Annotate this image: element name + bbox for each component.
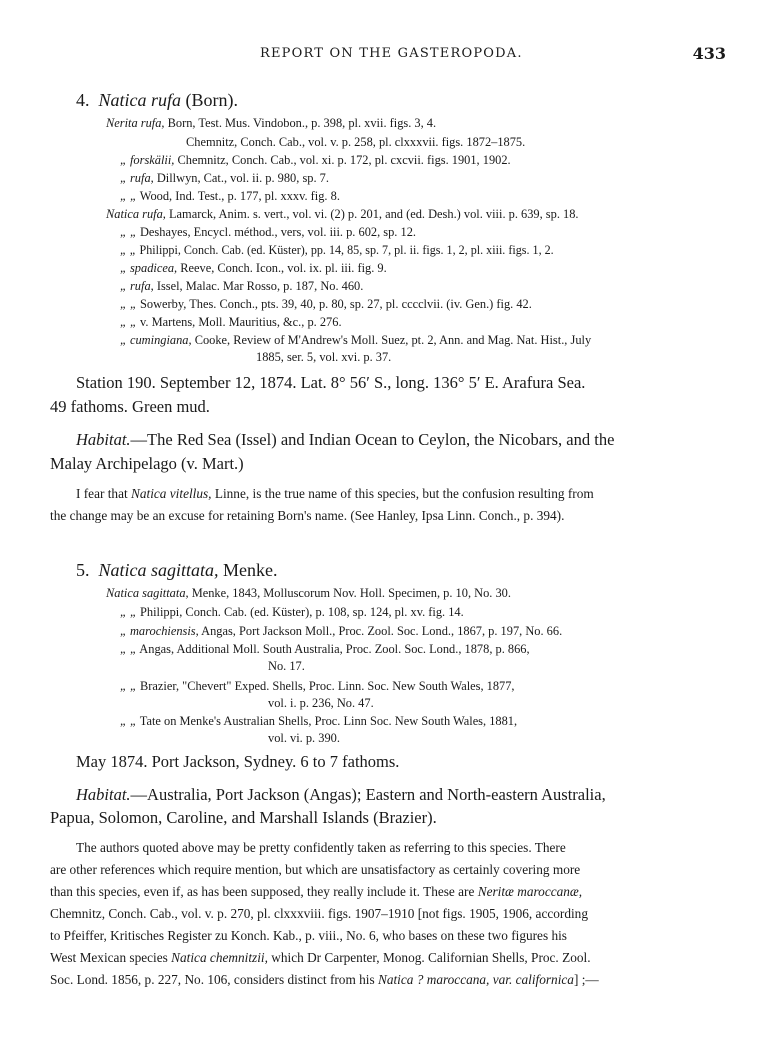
synonym-line: „ forskälii, Chemnitz, Conch. Cab., vol. xi. p. 172, pl. cxcvii. figs. 1901, 1902. <box>120 153 511 167</box>
synonym-line: 1885, ser. 5, vol. xvi. p. 37. <box>256 350 392 364</box>
synonym-line: No. 17. <box>268 659 305 673</box>
paragraph-line: than this species, even if, as has been supposed, they really include it. These are Neritæ maroccanæ, <box>50 884 583 899</box>
synonym-line: „ „ Wood, Ind. Test., p. 177, pl. xxxv. fig. 8. <box>120 189 340 203</box>
paragraph-line: Chemnitz, Conch. Cab., vol. v. p. 270, pl. clxxxviii. figs. 1907–1910 [not figs. 1905, 1906, according <box>50 906 588 921</box>
habitat-line: Habitat.—Australia, Port Jackson (Angas); Eastern and North-eastern Australia, <box>76 785 606 804</box>
synonym-line: „ „ Tate on Menke's Australian Shells, Proc. Linn Soc. New South Wales, 1881, <box>120 714 518 728</box>
synonym-line: Nerita rufa, Born, Test. Mus. Vindobon., p. 398, pl. xvii. figs. 3, 4. <box>106 116 437 130</box>
synonym-line: „ spadicea, Reeve, Conch. Icon., vol. ix. pl. iii. fig. 9. <box>120 261 387 275</box>
synonym-line: vol. i. p. 236, No. 47. <box>268 696 374 710</box>
station-line: May 1874. Port Jackson, Sydney. 6 to 7 fathoms. <box>76 752 400 771</box>
synonym-line: Natica sagittata, Menke, 1843, Molluscorum Nov. Holl. Specimen, p. 10, No. 30. <box>106 586 511 600</box>
habitat-line: Habitat.—The Red Sea (Issel) and Indian Ocean to Ceylon, the Nicobars, and the <box>76 430 615 449</box>
station-line: 49 fathoms. Green mud. <box>50 397 210 416</box>
synonym-line: vol. vi. p. 390. <box>268 731 340 745</box>
synonym-line: „ „ Deshayes, Encycl. méthod., vers, vol. iii. p. 602, sp. 12. <box>120 225 416 239</box>
species-heading-4: 4. Natica rufa (Born). <box>76 90 239 110</box>
synonym-line: „ „ Brazier, "Chevert" Exped. Shells, Proc. Linn. Soc. New South Wales, 1877, <box>120 679 515 693</box>
paragraph-line: are other references which require mention, but which are unsatisfactory as certainly covering more <box>50 862 581 877</box>
habitat-line: Malay Archipelago (v. Mart.) <box>50 454 244 473</box>
paragraph-line: West Mexican species Natica chemnitzii, which Dr Carpenter, Monog. Californian Shells, Proc. Zool. <box>50 950 591 965</box>
synonym-line: „ rufa, Dillwyn, Cat., vol. ii. p. 980, sp. 7. <box>120 171 329 185</box>
note-line: I fear that Natica vitellus, Linne, is the true name of this species, but the confusion resulting from <box>76 486 594 501</box>
paragraph-line: to Pfeiffer, Kritisches Register zu Konch. Kab., p. viii., No. 6, who bases on these two figures his <box>50 928 567 943</box>
paragraph-line: The authors quoted above may be pretty confidently taken as referring to this species. There <box>76 840 566 855</box>
synonym-line: „ „ v. Martens, Moll. Mauritius, &c., p. 276. <box>120 315 342 329</box>
synonym-line: „ marochiensis, Angas, Port Jackson Moll., Proc. Zool. Soc. Lond., 1867, p. 197, No. 66. <box>120 624 563 638</box>
page-number: 433 <box>692 44 726 63</box>
synonym-line: Natica rufa, Lamarck, Anim. s. vert., vol. vi. (2) p. 201, and (ed. Desh.) vol. viii. p. 639, sp. 18. <box>106 207 579 221</box>
habitat-line: Papua, Solomon, Caroline, and Marshall Islands (Brazier). <box>50 808 437 827</box>
synonym-line: „ cumingiana, Cooke, Review of M'Andrew's Moll. Suez, pt. 2, Ann. and Mag. Nat. Hist., July <box>120 333 592 347</box>
synonym-line: „ „ Philippi, Conch. Cab. (ed. Küster), p. 108, sp. 124, pl. xv. fig. 14. <box>120 605 464 619</box>
synonym-line: „ „ Philippi, Conch. Cab. (ed. Küster), pp. 14, 85, sp. 7, pl. ii. figs. 1, 2, pl. xiii. figs. 1, 2. <box>120 243 554 257</box>
synonym-line: „ rufa, Issel, Malac. Mar Rosso, p. 187, No. 460. <box>120 279 364 293</box>
species-heading-5: 5. Natica sagittata, Menke. <box>76 560 278 580</box>
note-line: the change may be an excuse for retaining Born's name. (See Hanley, Ipsa Linn. Conch., p. 394). <box>50 508 565 523</box>
running-header <box>0 44 776 68</box>
paragraph-line: Soc. Lond. 1856, p. 227, No. 106, considers distinct from his Natica ? maroccana, var. californica] ;— <box>50 972 599 987</box>
synonym-line: Chemnitz, Conch. Cab., vol. v. p. 258, pl. clxxxvii. figs. 1872–1875. <box>186 135 526 149</box>
header-title: REPORT ON THE GASTEROPODA. <box>260 46 523 61</box>
synonym-line: „ „ Sowerby, Thes. Conch., pts. 39, 40, p. 80, sp. 27, pl. cccclvii. (iv. Gen.) fig. 42. <box>120 297 532 311</box>
synonym-line: „ „ Angas, Additional Moll. South Australia, Proc. Zool. Soc. Lond., 1878, p. 866, <box>120 642 530 656</box>
station-line: Station 190. September 12, 1874. Lat. 8° 56′ S., long. 136° 5′ E. Arafura Sea. <box>76 373 586 392</box>
